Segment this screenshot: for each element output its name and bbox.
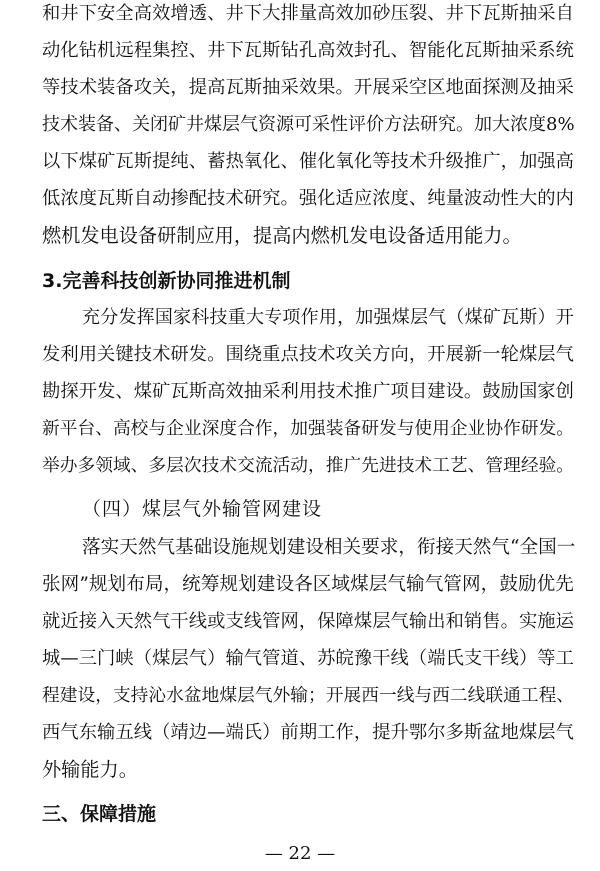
text-line: 发 利 用 关 键 技 术 研 发 。 围 绕 重 点 技 术 攻 关 方 向 ， 开 展 新 一 轮 煤 层 气 xyxy=(42,344,574,365)
text-line: 燃机发电设备研制应用，提高内燃机发电设备适用能力。 xyxy=(42,224,522,247)
text-line: 动 化 钻 机 远 程 集 控 、 井 下 瓦 斯 钻 孔 高 效 封 孔 、 智 能 化 瓦 斯 抽 采 系 统 xyxy=(42,40,574,61)
text-line: 西 气 东 输 五 线 （ 靖 边 — 端 氏 ） 前 期 工 作 ， 提 升 鄂 尔 多 斯 盆 地 煤 层 气 xyxy=(42,722,574,743)
text-line: 等 技 术 装 备 攻 关 ， 提 高 瓦 斯 抽 采 效 果 。 开 展 采 空 区 地 面 探 测 及 抽 采 xyxy=(42,77,574,98)
text-line: 举 办 多 领 域 、 多 层 次 技 术 交 流 活 动 ， 推 广 先 进 技 术 工 艺 、 管 理 经 验 。 xyxy=(42,456,574,476)
subsection-heading: （四）煤层气外输管网建设 xyxy=(82,498,323,520)
text-line: 新 平 台 、 高 校 与 企 业 深 度 合 作 ， 加 强 装 备 研 发 与 使 用 企 业 协 作 研 发 。 xyxy=(42,419,574,439)
text-line: 外输能力。 xyxy=(42,758,138,781)
page-number: — 22 — xyxy=(264,843,336,864)
text-line: 落 实 天 然 气 基 础 设 施 规 划 建 设 相 关 要 求 ， 衔 接 天 然 气 “ 全 国 一 xyxy=(82,537,576,558)
text-line: 勘 探 开 发 、 煤 矿 瓦 斯 高 效 抽 采 利 用 技 术 推 广 项 目 建 设 。 鼓 励 国 家 创 xyxy=(42,381,574,402)
text-line: 城 — 三 门 峡 （ 煤 层 气 ） 输 气 管 道 、 苏 皖 豫 干 线 （ 端 氏 支 干 线 ） 等 工 xyxy=(42,648,574,669)
text-line: 低 浓 度 瓦 斯 自 动 掺 配 技 术 研 究 。 强 化 适 应 浓 度 、 纯 量 波 动 性 大 的 内 xyxy=(42,188,574,209)
text-line: 程 建 设 ， 支 持 沁 水 盆 地 煤 层 气 外 输 ； 开 展 西 一 线 与 西 二 线 联 通 工 程 、 xyxy=(42,686,574,706)
text-line: 技 术 装 备 、 关 闭 矿 井 煤 层 气 资 源 可 采 性 评 价 方 法 研 究 。 加 大 浓 度 8% xyxy=(42,114,575,135)
text-line: 充 分 发 挥 国 家 科 技 重 大 专 项 作 用 ， 加 强 煤 层 气 （ 煤 矿 瓦 斯 ） 开 xyxy=(82,307,574,328)
text-line: 张 网 ” 规 划 布 局 ， 统 筹 规 划 建 设 各 区 域 煤 层 气 输 气 管 网 ， 鼓 励 优 先 xyxy=(42,574,574,595)
text-line: 以 下 煤 矿 瓦 斯 提 纯 、 蓄 热 氧 化 、 催 化 氧 化 等 技 术 升 级 推 广 ， 加 强 高 xyxy=(42,151,574,172)
chapter-heading: 三、保障措施 xyxy=(42,803,157,825)
text-line: 就 近 接 入 天 然 气 干 线 或 支 线 管 网 ， 保 障 煤 层 气 输 出 和 销 售 。 实 施 运 xyxy=(42,611,574,632)
section-heading: 3.完善科技创新协同推进机制 xyxy=(42,270,291,292)
text-line: 和 井 下 安 全 高 效 增 透 、 井 下 大 排 量 高 效 加 砂 压 裂 、 井 下 瓦 斯 抽 采 自 xyxy=(42,3,574,24)
